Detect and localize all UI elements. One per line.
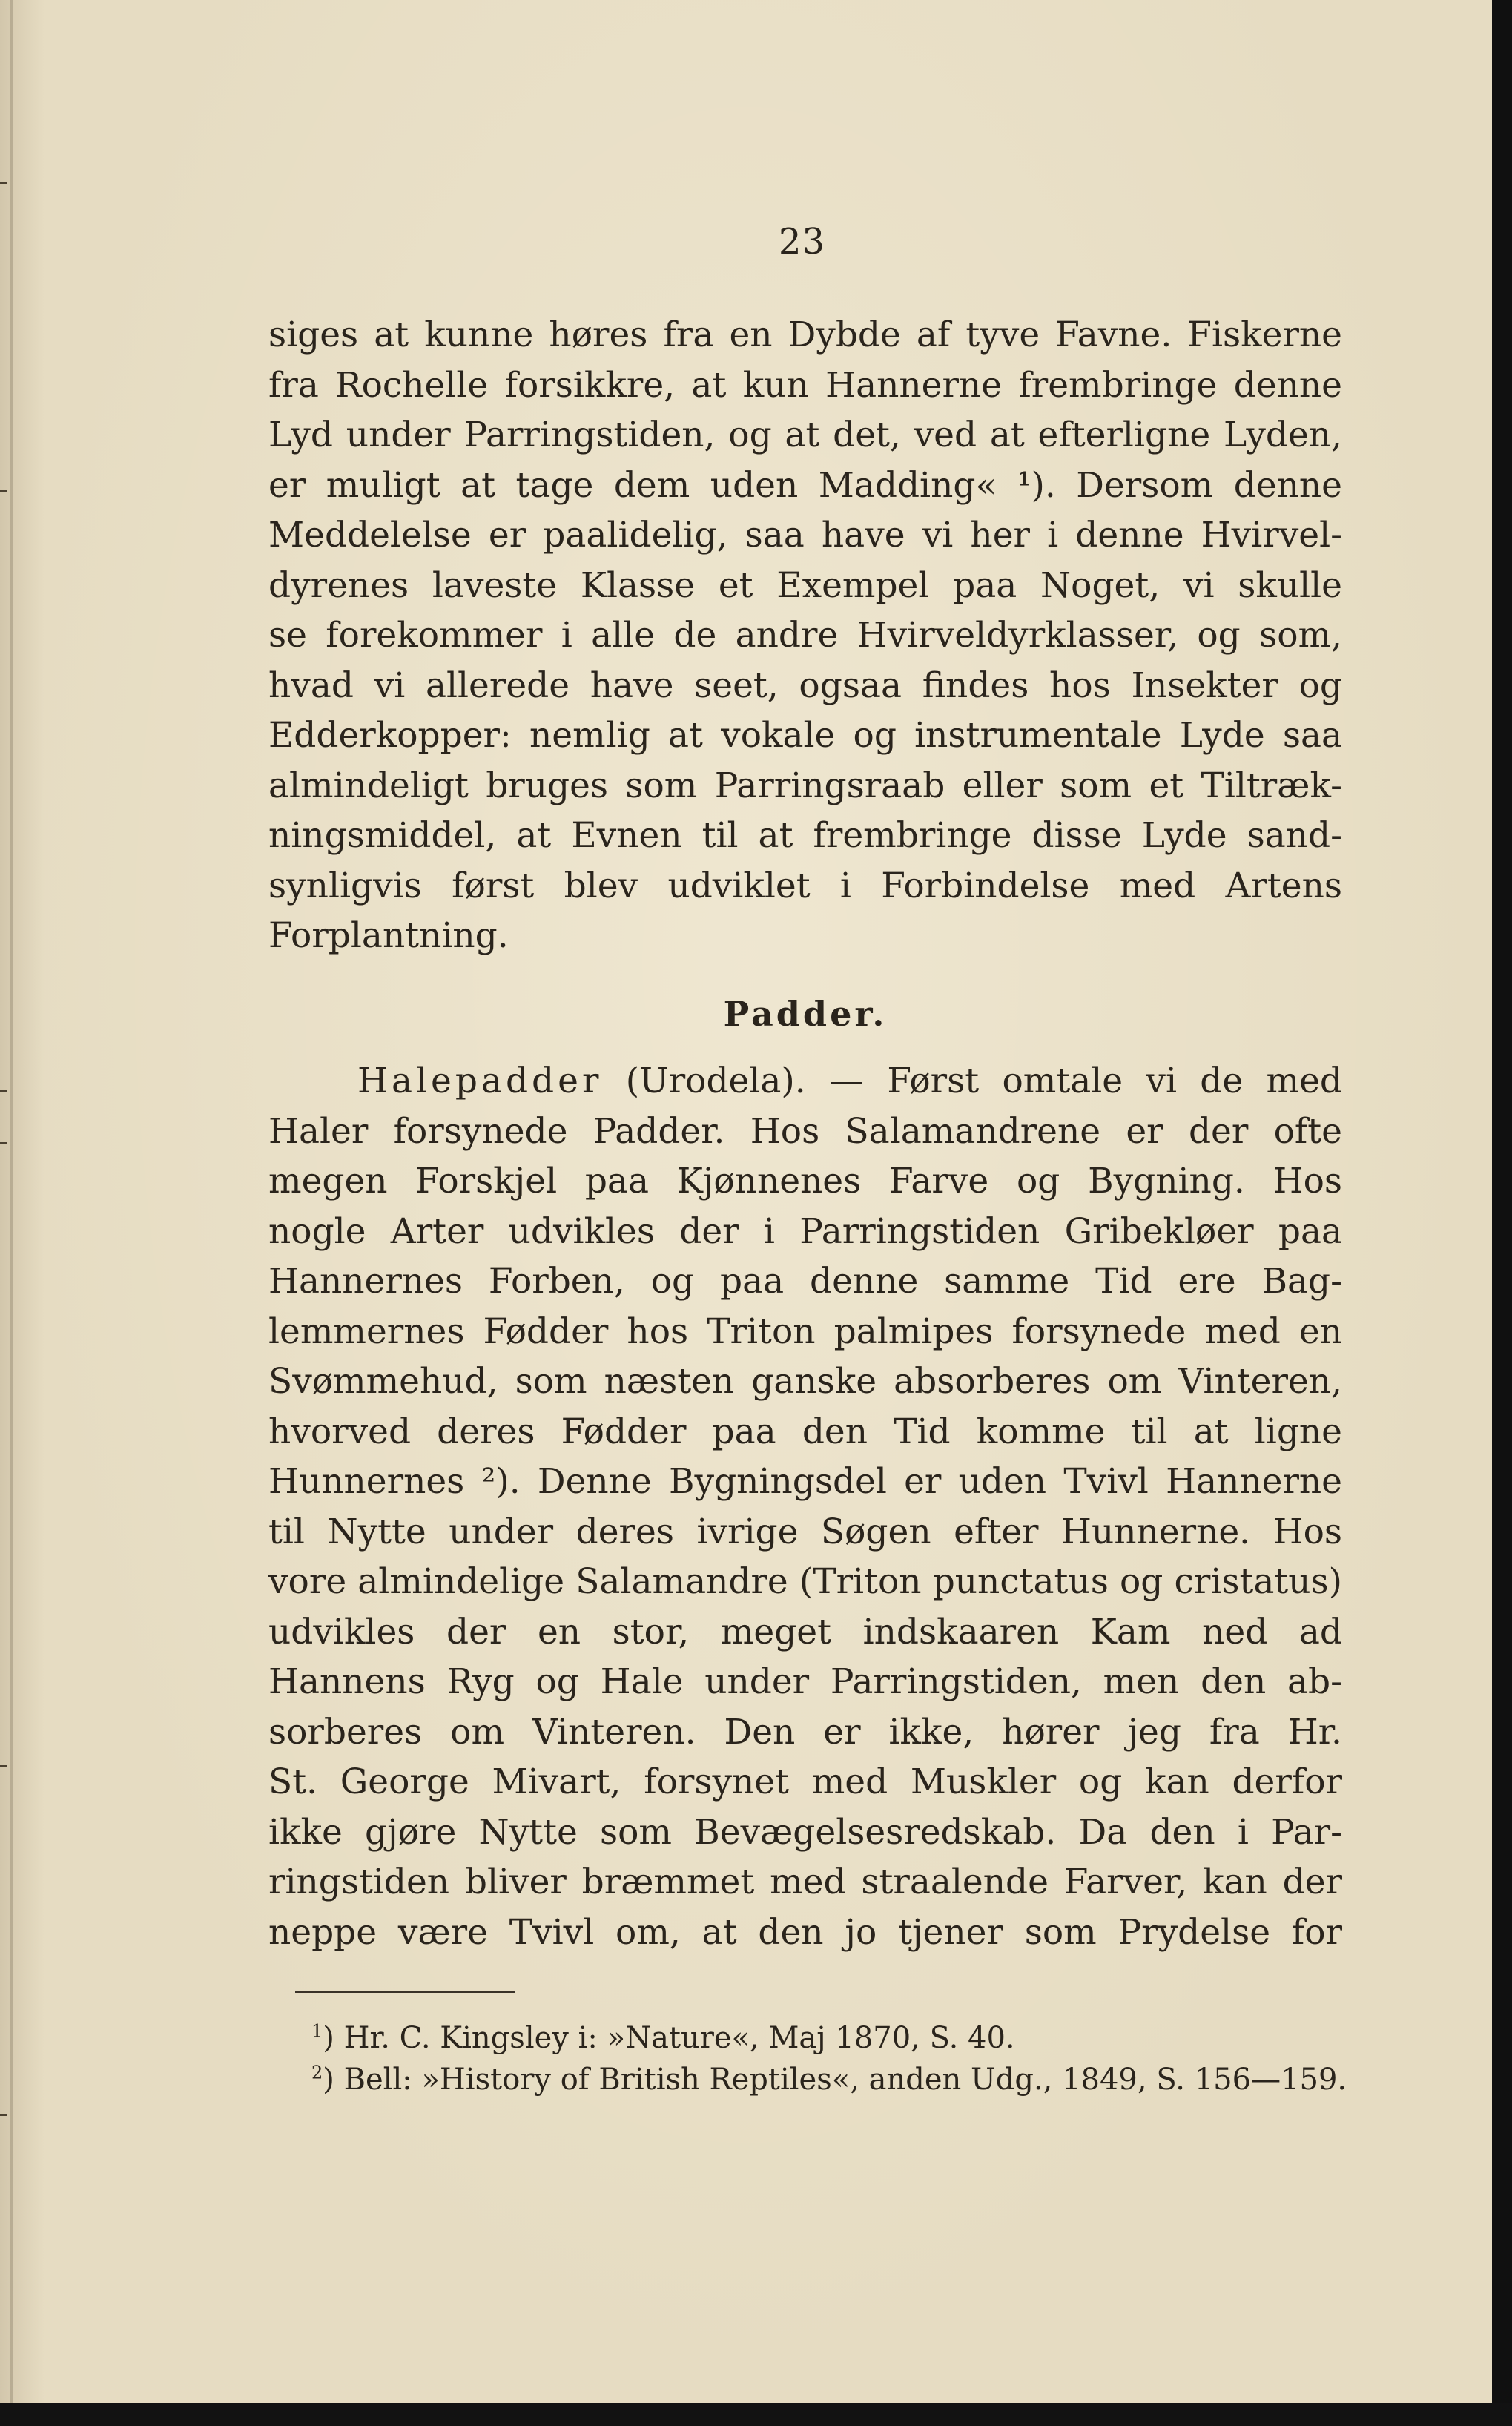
text-line: ikke gjøre Nytte som Bevægelsesredskab. Da den i Par- — [268, 1811, 1342, 1853]
paragraph-2 — [268, 1056, 1342, 1957]
footnote-1: $^1$) Hr. C. Kingsley i: »Nature«, Maj 1870, S. 40. — [311, 2020, 1015, 2055]
text-line: synligvis først blev udviklet i Forbindelse med Artens — [268, 865, 1342, 906]
text-line: Hunnernes ²). Denne Bygningsdel er uden Tvivl Hannerne — [268, 1461, 1342, 1502]
page-gutter-shadow — [10, 0, 13, 2403]
text-line: fra Rochelle forsikkre, at kun Hannerne frembringe denne — [268, 364, 1342, 406]
margin-mark — [0, 1090, 7, 1092]
text-line: vore almindelige Salamandre (Triton punctatus og cristatus) — [268, 1561, 1342, 1602]
section-heading: Padder. — [723, 994, 888, 1034]
text-line: ningsmiddel, at Evnen til at frembringe disse Lyde sand- — [268, 815, 1342, 856]
text-line: Meddelelse er paalidelig, saa have vi her i denne Hvirvel- — [268, 515, 1342, 556]
text-line: Forplantning. — [268, 915, 509, 956]
text-line: St. George Mivart, forsynet med Muskler og kan derfor — [268, 1761, 1342, 1802]
footnote-rule — [295, 1991, 515, 1993]
margin-mark — [0, 2114, 7, 2116]
text-line: se forekommer i alle de andre Hvirveldyrklasser, og som, — [268, 615, 1342, 656]
text-line: er muligt at tage dem uden Madding« ¹). Dersom denne — [268, 464, 1342, 506]
margin-mark — [0, 490, 7, 492]
paragraph-1 — [268, 310, 1342, 961]
text-line: Svømmehud, som næsten ganske absorberes om Vinteren, — [268, 1361, 1342, 1402]
text-line: Haler forsynede Padder. Hos Salamandrene er der ofte — [268, 1110, 1342, 1152]
text-line-rest: (Urodela). — Først omtale vi de med — [625, 1061, 1342, 1101]
text-line: Lyd under Parringstiden, og at det, ved at efterligne Lyden, — [268, 415, 1342, 455]
text-line: almindeligt bruges som Parringsraab eller som et Tiltræk- — [268, 765, 1342, 806]
text-line: Hannens Ryg og Hale under Parringstiden, men den ab- — [268, 1661, 1342, 1702]
text-line: megen Forskjel paa Kjønnenes Farve og Bygning. Hos — [268, 1161, 1342, 1202]
margin-mark — [0, 1142, 7, 1144]
text-line: siges at kunne høres fra en Dybde af tyve Favne. Fiskerne — [268, 314, 1342, 355]
footnote-text: Hr. C. Kingsley i: »Nature«, Maj 1870, S. 40. — [343, 2021, 1015, 2055]
text-line: udvikles der en stor, meget indskaaren Kam ned ad — [268, 1611, 1342, 1652]
footnote-mark: 2 — [311, 2062, 323, 2083]
text-line: lemmernes Fødder hos Triton palmipes forsynede med en — [268, 1311, 1342, 1352]
text-line: sorberes om Vinteren. Den er ikke, hører jeg fra Hr. — [268, 1711, 1342, 1753]
footnote-2: $^2$) Bell: »History of British Reptiles«, anden Udg., 1849, S. 156—159. — [311, 2062, 1347, 2097]
margin-mark — [0, 1765, 7, 1767]
text-line: nogle Arter udvikles der i Parringstiden Gribekløer paa — [268, 1210, 1342, 1252]
margin-mark — [0, 182, 7, 184]
text-line: Hannernes Forben, og paa denne samme Tid ere Bag- — [268, 1261, 1342, 1302]
text-line: Edderkopper: nemlig at vokale og instrumentale Lyde saa — [268, 715, 1342, 756]
scan-border — [0, 2403, 1512, 2426]
text-line-first — [268, 1056, 1342, 1107]
footnotes — [311, 2017, 1364, 2100]
text-line: til Nytte under deres ivrige Søgen efter Hunnerne. Hos — [268, 1511, 1342, 1552]
text-line: hvorved deres Fødder paa den Tid komme til at ligne — [268, 1411, 1342, 1452]
text-line: ringstiden bliver bræmmet med straalende Farver, kan der — [268, 1862, 1342, 1902]
page-number: 23 — [779, 221, 826, 263]
text-line: hvad vi allerede have seet, ogsaa findes hos Insekter og — [268, 665, 1342, 706]
spaced-term: Halepadder — [357, 1061, 603, 1101]
text-line: dyrenes laveste Klasse et Exempel paa Noget, vi skulle — [268, 564, 1342, 606]
footnote-mark: 1 — [311, 2020, 323, 2042]
footnote-text: Bell: »History of British Reptiles«, anden Udg., 1849, S. 156—159. — [343, 2063, 1347, 2097]
text-line: neppe være Tvivl om, at den jo tjener som Prydelse for — [268, 1911, 1342, 1953]
